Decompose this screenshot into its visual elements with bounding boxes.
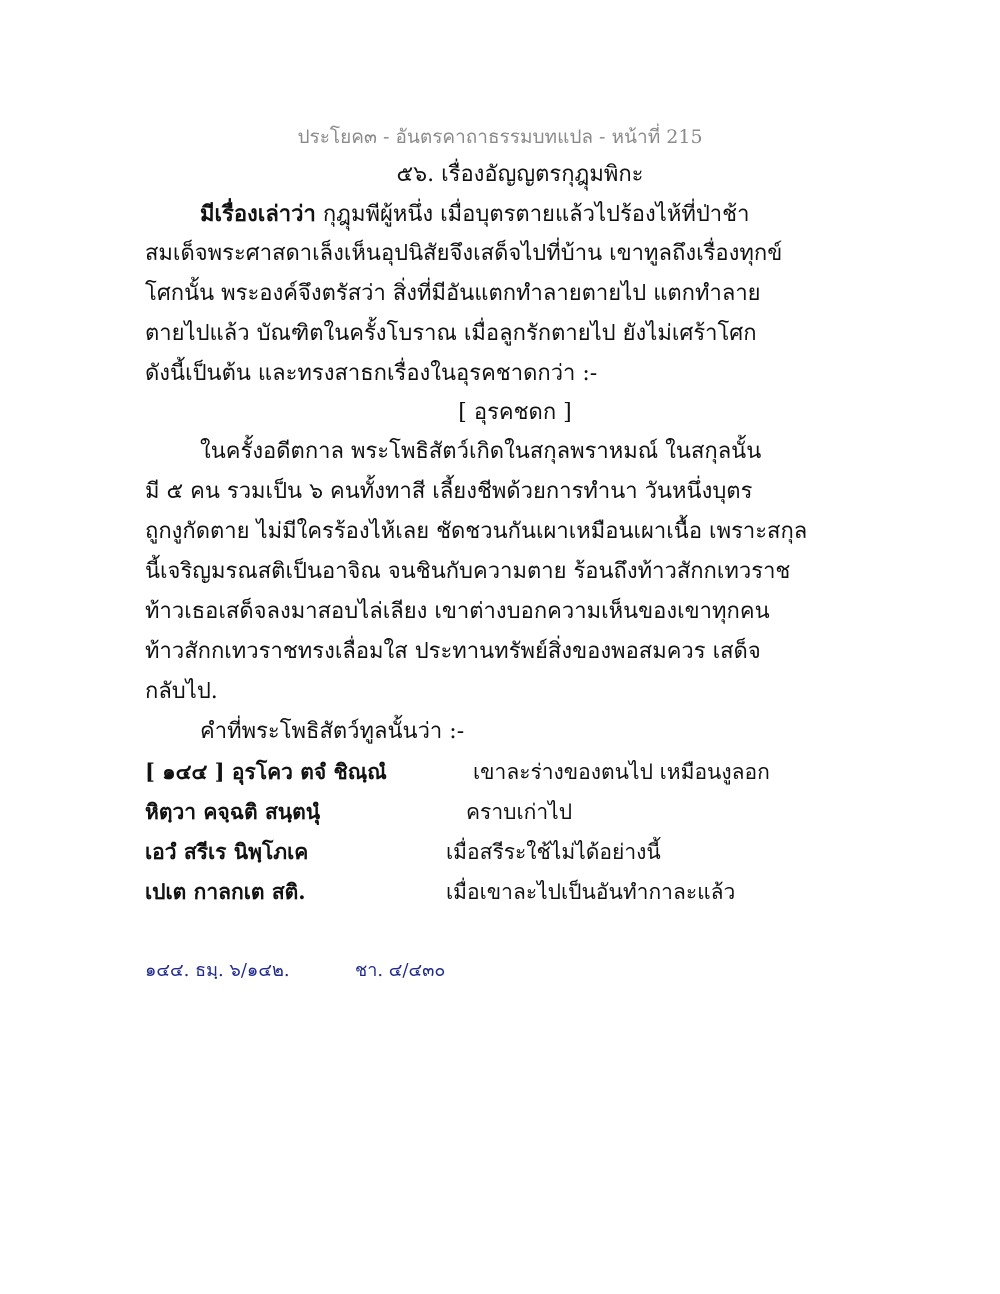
jataka-line-1: ในครั้งอดีตกาล พระโพธิสัตว์เกิดในสกุลพราหมณ์ ในสกุลนั้น — [200, 439, 762, 464]
jataka-line-8: คำที่พระโพธิสัตว์ทูลนั้นว่า :- — [200, 719, 465, 744]
verse-thai-3: เมื่อสรีระใช้ไม่ได้อย่างนี้ — [446, 840, 661, 864]
intro-line-1-text: กุฎุมพีผู้หนึ่ง เมื่อบุตรตายแล้วไปร้องไห้ที่ป่าช้า — [315, 202, 750, 227]
verse-thai-2: คราบเก่าไป — [466, 800, 573, 824]
verse-thai-1: เขาละร่างของตนไป เหมือนงูลอก — [473, 760, 770, 784]
verse-pali-4: เปเต กาลกเต สติ. — [145, 879, 306, 904]
intro-line-1 — [200, 199, 749, 230]
jataka-line-5: ท้าวเธอเสด็จลงมาสอบไล่เลียง เขาต่างบอกความเห็นของเขาทุกคน — [145, 599, 770, 624]
intro-line-3: โศกนั้น พระองค์จึงตรัสว่า สิ่งที่มีอันแตกทำลายตายไป แตกทำลาย — [145, 281, 761, 306]
verse-pali-3: เอวํ สรีเร นิพฺโภเค — [145, 839, 309, 864]
intro-bold-phrase: มีเรื่องเล่าว่า — [200, 201, 316, 227]
verse-pali-1: [ ๑๔๔ ] อุรโคว ตจํ ชิณฺณํ — [145, 759, 387, 784]
jataka-line-2: มี ๕ คน รวมเป็น ๖ คนทั้งทาสี เลี้ยงชีพด้วยการทำนา วันหนึ่งบุตร — [145, 479, 753, 504]
verse-thai-4: เมื่อเขาละไปเป็นอันทำกาละแล้ว — [446, 880, 736, 904]
jataka-line-7: กลับไป. — [145, 679, 218, 704]
jataka-line-3: ถูกงูกัดตาย ไม่มีใครร้องไห้เลย ชัดชวนกันเผาเหมือนเผาเนื้อ เพราะสกุล — [145, 519, 808, 544]
jataka-line-6: ท้าวสักกเทวราชทรงเลื่อมใส ประทานทรัพย์สิ่งของพอสมควร เสด็จ — [145, 639, 761, 664]
verse-pali-2: หิตฺวา คจฺฉติ สนฺตนุํ — [145, 799, 321, 824]
footnote-ref-dhammapada: ๑๔๔. ธมฺ. ๖/๑๔๒. — [145, 960, 290, 981]
intro-line-2: สมเด็จพระศาสดาเล็งเห็นอุปนิสัยจึงเสด็จไปที่บ้าน เขาทูลถึงเรื่องทุกข์ — [145, 241, 783, 266]
story-title: ๕๖. เรื่องอัญญตรกุฎุมพิกะ — [396, 162, 644, 187]
footnote-ref-jataka: ชา. ๔/๔๓๐ — [355, 960, 446, 981]
jataka-line-4: นี้เจริญมรณสติเป็นอาจิณ จนชินกับความตาย ร้อนถึงท้าวสักกเทวราช — [145, 559, 791, 584]
jataka-title: [ อุรคชดก ] — [458, 400, 572, 425]
intro-line-4: ตายไปแล้ว บัณฑิตในครั้งโบราณ เมื่อลูกรักตายไป ยังไม่เศร้าโศก — [145, 321, 757, 346]
running-header: ประโยค๓ - อันตรคาถาธรรมบทแปล - หน้าที่ 215 — [297, 126, 703, 148]
intro-line-5: ดังนี้เป็นต้น และทรงสาธกเรื่องในอุรคชาดกว่า :- — [145, 361, 598, 386]
